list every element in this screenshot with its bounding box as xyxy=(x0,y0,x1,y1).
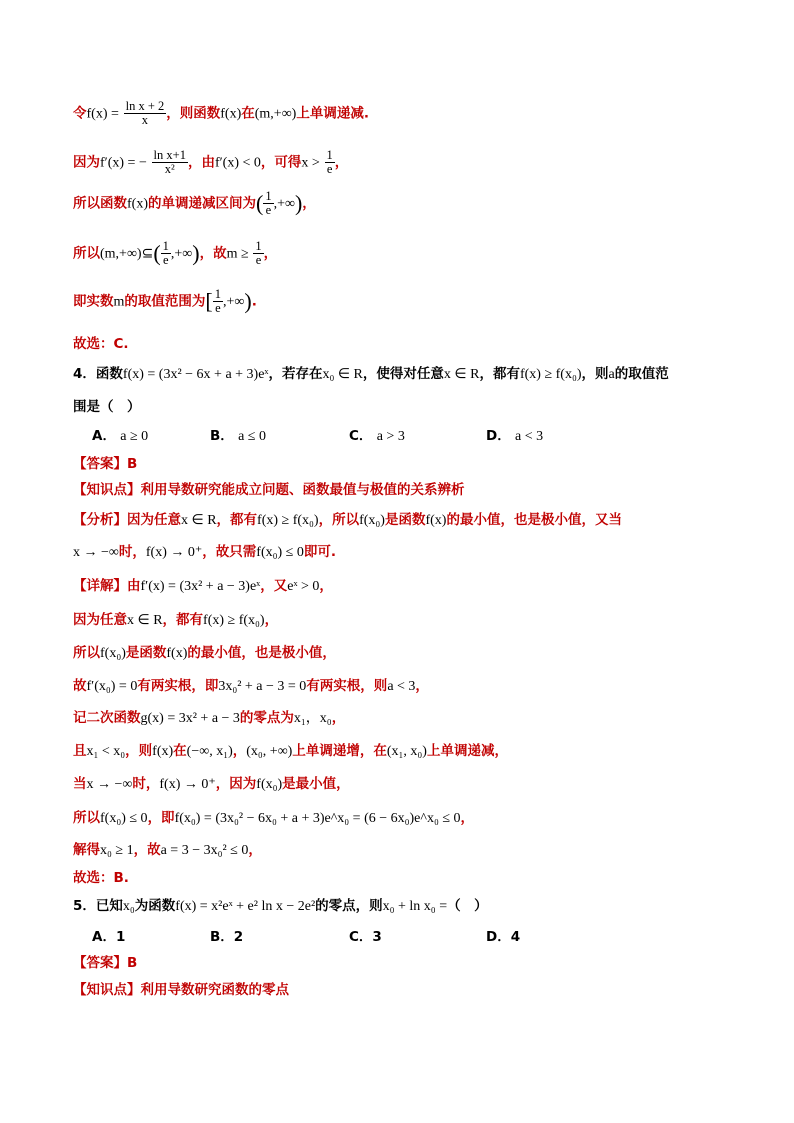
option-b: B． a ≤ 0 xyxy=(210,428,266,444)
fraction: $\frac{1}{e}$ xyxy=(265,189,272,217)
option-d: D．4 xyxy=(486,929,521,945)
solution-line-4: 所以(m,+∞)⊆( $\frac{1}{e}$ ,+∞)，故m ≥ $\frac{1}{e}$ ， xyxy=(73,239,278,267)
question-4-line-1: 4．函数f(x) = (3x² − 6x + a + 3)eˣ，若存在x₀ ∈ R，使得对任意x ∈ R，都有f(x) ≥ f(x₀)，则a的取值范 xyxy=(73,366,669,382)
solution-line-1: 令f(x) = $\frac{\text{ln x + 2}}{x}$ ，则函数f(x)在(m,+∞)上单调递减. xyxy=(73,99,369,127)
detail-line-2: 因为任意x ∈ R，都有f(x) ≥ f(x₀)， xyxy=(73,612,279,628)
knowledge-point: 【知识点】利用导数研究能成立问题、函数最值与极值的关系辨析 xyxy=(73,482,465,498)
fraction: $\frac{1}{e}$ xyxy=(255,239,262,267)
fraction: $\frac{\text{ln x + 2}}{x}$ xyxy=(125,99,165,127)
solution-line-3: 所以函数f(x)的单调递减区间为( $\frac{1}{e}$ ,+∞)， xyxy=(73,189,316,217)
option-a: A．1 xyxy=(92,929,126,945)
answer-choice-line: 故选：C. xyxy=(73,336,129,352)
option-c: C．3 xyxy=(349,929,382,945)
fraction: $\frac{1}{e}$ xyxy=(214,287,221,315)
option-a: A． a ≥ 0 xyxy=(92,428,149,444)
fraction: $\frac{1}{e}$ xyxy=(326,148,333,176)
answer-label-2: 【答案】B xyxy=(73,955,138,971)
analysis-line-2: x → −∞时，f(x) → 0⁺，故只需f(x₀) ≤ 0即可. xyxy=(73,544,336,560)
analysis-line-1: 【分析】因为任意x ∈ R，都有f(x) ≥ f(x₀)，所以f(x₀)是函数f(x)的最小值，也是极小值，又当 xyxy=(73,512,622,528)
option-c: C． a > 3 xyxy=(349,428,405,444)
detail-line-9: 解得x₀ ≥ 1，故a = 3 − 3x₀² ≤ 0， xyxy=(73,842,262,858)
detail-line-7: 当x → −∞时，f(x) → 0⁺，因为f(x₀)是最小值， xyxy=(73,776,350,792)
knowledge-point-2: 【知识点】利用导数研究函数的零点 xyxy=(73,982,289,998)
option-d: D． a < 3 xyxy=(486,428,544,444)
fraction: $\frac{\text{ln x+1}}{\text{x²}}$ xyxy=(153,148,186,176)
solution-line-2: 因为f′(x) = − $\frac{\text{ln x+1}}{\text{x²}}$ ，由f′(x) < 0，可得x > $\frac{1}{e}$ ， xyxy=(73,148,349,176)
question-5-line: 5．已知x₀为函数f(x) = x²eˣ + e² ln x − 2e²的零点，则x₀ + ln x₀ =（ ） xyxy=(73,898,488,914)
solution-line-5: 即实数m的取值范围为[ $\frac{1}{e}$ ,+∞). xyxy=(73,287,257,315)
detail-line-5: 记二次函数g(x) = 3x² + a − 3的零点为x₁，x₀， xyxy=(73,710,346,726)
fraction: $\frac{1}{e}$ xyxy=(162,239,169,267)
option-b: B．2 xyxy=(210,929,244,945)
detail-line-6: 且x₁ < x₀，则f(x)在(−∞, x₁)，(x₀, +∞)上单调递增，在(x₁, x₀)上单调递减， xyxy=(73,743,508,759)
detail-line-4: 故f′(x₀) = 0有两实根，即3x₀² + a − 3 = 0有两实根，则a < 3， xyxy=(73,678,429,694)
detail-line-1: 【详解】由f′(x) = (3x² + a − 3)eˣ，又eˣ > 0， xyxy=(73,578,333,594)
detail-line-3: 所以f(x₀)是函数f(x)的最小值，也是极小值， xyxy=(73,645,336,661)
answer-choice-line-2: 故选：B. xyxy=(73,870,129,886)
question-4-line-2: 围是（ ） xyxy=(73,399,141,415)
answer-label: 【答案】B xyxy=(73,456,138,472)
detail-line-8: 所以f(x₀) ≤ 0，即f(x₀) = (3x₀² − 6x₀ + a + 3)e^x₀ = (6 − 6x₀)e^x₀ ≤ 0， xyxy=(73,810,475,826)
